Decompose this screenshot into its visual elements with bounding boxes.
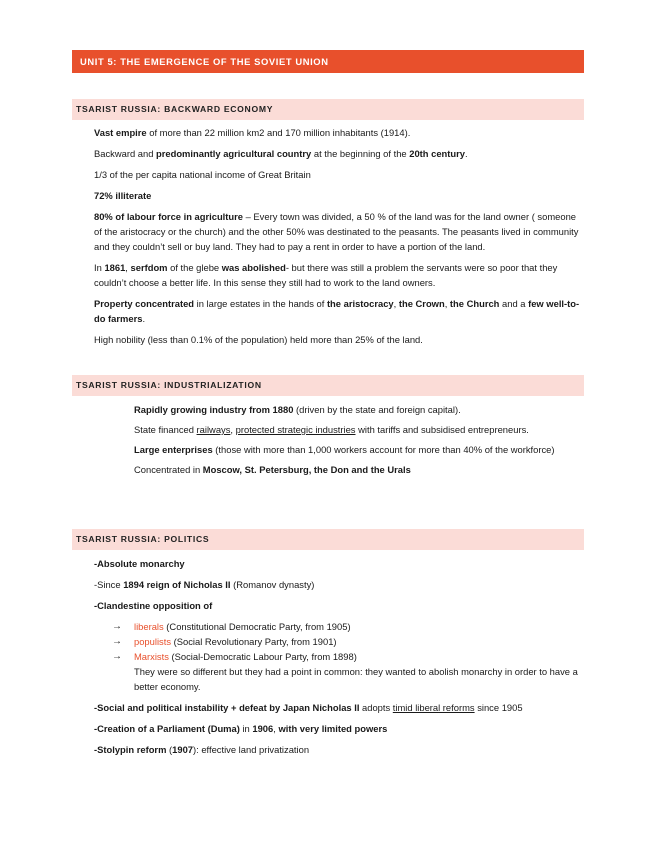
list-note: They were so different but they had a point in common: they wanted to abolish monarchy in order to have a better economy.: [134, 666, 578, 692]
paragraph: Concentrated in Moscow, St. Petersburg, the Don and the Urals: [134, 464, 411, 475]
section-body-industrialization: [134, 402, 578, 482]
section-body-politics: [94, 556, 582, 763]
section-title: TSARIST RUSSIA: BACKWARD ECONOMY: [76, 104, 274, 114]
paragraph: 1/3 of the per capita national income of Great Britain: [94, 169, 311, 180]
section-header-industrialization: [72, 375, 584, 396]
paragraph: -Absolute monarchy: [94, 558, 185, 569]
paragraph: High nobility (less than 0.1% of the population) held more than 25% of the land.: [94, 334, 423, 345]
unit-title: UNIT 5: THE EMERGENCE OF THE SOVIET UNION: [80, 56, 329, 67]
paragraph: Property concentrated in large estates in the hands of the aristocracy, the Crown, the Church and a few well-to-do farmers.: [94, 298, 580, 324]
paragraph: -Stolypin reform (1907): effective land privatization: [94, 744, 310, 755]
paragraph: -Creation of a Parliament (Duma) in 1906, with very limited powers: [94, 723, 388, 734]
list-item: → liberals (Constitutional Democratic Party, from 1905): [112, 621, 351, 632]
paragraph: -Social and political instability + defeat by Japan Nicholas II adopts timid liberal reforms since 1905: [94, 702, 523, 713]
section-body-economy: [94, 125, 582, 353]
paragraph: 72% illiterate: [94, 190, 152, 201]
section-header-economy: [72, 99, 584, 120]
paragraph: -Clandestine opposition of: [94, 600, 213, 611]
paragraph: 80% of labour force in agriculture – Every town was divided, a 50 % of the land was for the land owner ( someone of the aristocracy or the church) and the other 50% was destinated to the peasants. The peasants lived in community and they couldn’t sell or buy land. They had to pay a rent in order to have a portion of the land.: [94, 211, 579, 252]
paragraph: Backward and predominantly agricultural country at the beginning of the 20th century.: [94, 148, 468, 159]
section-header-politics: [72, 529, 584, 550]
paragraph: -Since 1894 reign of Nicholas II (Romanov dynasty): [94, 579, 315, 590]
arrow-icon: →: [112, 636, 122, 647]
paragraph: In 1861, serfdom of the glebe was abolished- but there was still a problem the servants were so poor that they couldn’t choose a better life. In this sense they still had to work to the land owners.: [94, 262, 558, 288]
unit-title-banner: [72, 50, 584, 73]
list-item: → Marxists (Social-Democratic Labour Party, from 1898): [112, 651, 357, 662]
section-title: TSARIST RUSSIA: POLITICS: [76, 534, 210, 544]
section-title: TSARIST RUSSIA: INDUSTRIALIZATION: [76, 380, 262, 390]
list-item: → populists (Social Revolutionary Party, from 1901): [112, 636, 337, 647]
paragraph: Vast empire of more than 22 million km2 and 170 million inhabitants (1914).: [94, 127, 411, 138]
arrow-icon: →: [112, 651, 122, 662]
paragraph: Large enterprises (those with more than 1,000 workers account for more than 40% of the workforce): [134, 444, 555, 455]
opposition-list: [94, 619, 582, 694]
paragraph: State financed railways, protected strategic industries with tariffs and subsidised entrepreneurs.: [134, 424, 529, 435]
arrow-icon: →: [112, 621, 122, 632]
paragraph: Rapidly growing industry from 1880 (driven by the state and foreign capital).: [134, 404, 461, 415]
